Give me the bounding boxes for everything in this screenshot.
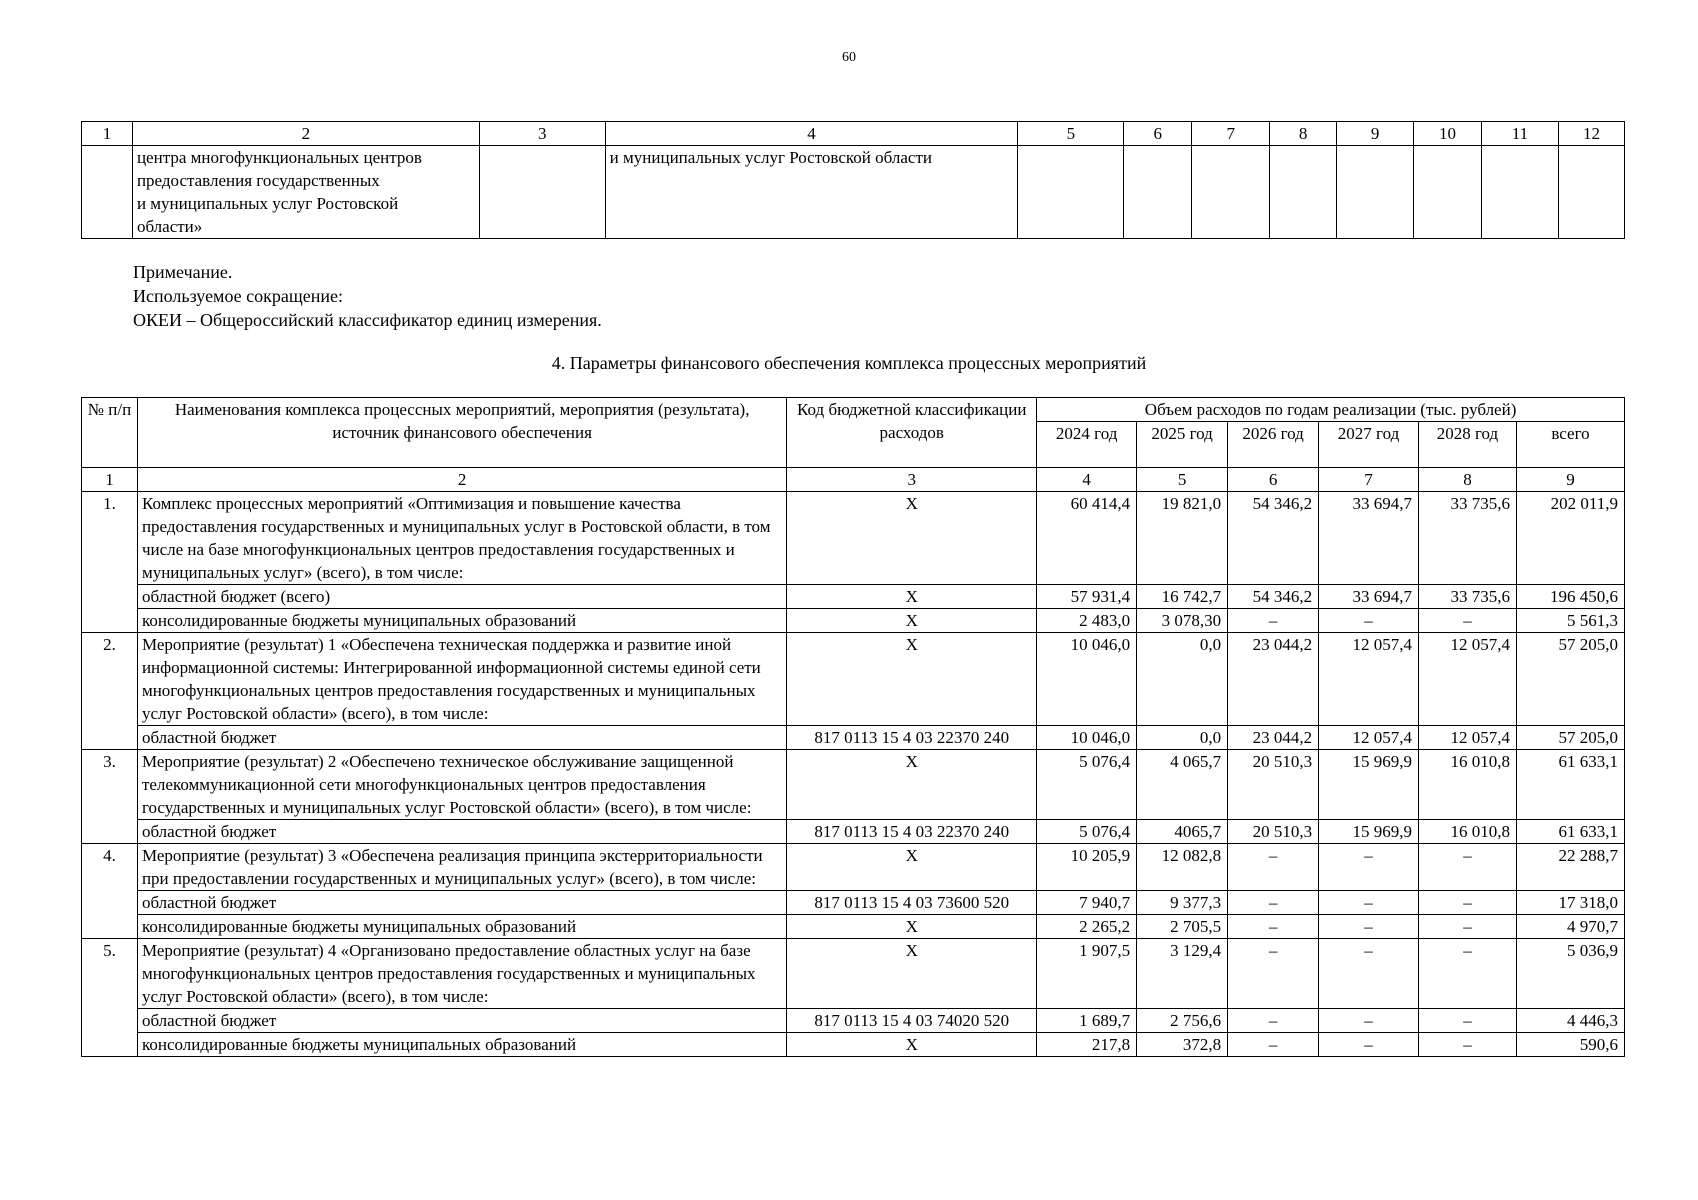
header-cell: 2 xyxy=(132,122,479,146)
row-value: – xyxy=(1319,1033,1419,1057)
cell-line: и муниципальных услуг Ростовской xyxy=(136,194,399,213)
row-value: 54 346,2 xyxy=(1228,585,1319,609)
header-volume: Объем расходов по годам реализации (тыс. рублей) xyxy=(1037,398,1625,422)
header-cell: 12 xyxy=(1558,122,1624,146)
table-row xyxy=(82,146,1625,239)
row-code: Х xyxy=(787,915,1037,939)
row-total: 4 446,3 xyxy=(1516,1009,1624,1033)
cell-line: центра многофункциональных центров xyxy=(136,148,422,167)
row-value: 20 510,3 xyxy=(1228,820,1319,844)
header-cell: 9 xyxy=(1337,122,1414,146)
table-row xyxy=(82,585,1625,609)
row-code: 817 0113 15 4 03 22370 240 xyxy=(787,726,1037,750)
row-value: – xyxy=(1319,844,1419,891)
row-name: Мероприятие (результат) 3 «Обеспечена реализация принципа экстерриториальности при предоставлении государственных и муниципальных услуг» (всего), в том числе: xyxy=(137,844,786,891)
row-value: 4065,7 xyxy=(1137,820,1228,844)
page-number: 60 xyxy=(842,50,856,65)
row-code: 817 0113 15 4 03 74020 520 xyxy=(787,1009,1037,1033)
header-year: 2028 год xyxy=(1419,422,1517,468)
row-name: областной бюджет (всего) xyxy=(137,585,786,609)
row-value: – xyxy=(1228,609,1319,633)
row-total: 202 011,9 xyxy=(1516,492,1624,585)
row-value: – xyxy=(1228,1009,1319,1033)
row-value: 2 265,2 xyxy=(1037,915,1137,939)
row-value: 23 044,2 xyxy=(1228,633,1319,726)
row-name: Мероприятие (результат) 2 «Обеспечено техническое обслуживание защищенной телекоммуникационной сети многофункциональных центров предоставления государственных и муниципальных услуг Ростовской области» (всего), в том числе: xyxy=(137,750,786,820)
index-cell: 9 xyxy=(1516,468,1624,492)
header-cell: 7 xyxy=(1192,122,1270,146)
row-value: 7 940,7 xyxy=(1037,891,1137,915)
header-cell: 6 xyxy=(1124,122,1192,146)
table-row xyxy=(82,1009,1625,1033)
index-cell: 2 xyxy=(137,468,786,492)
table-row xyxy=(82,915,1625,939)
financing-table-body xyxy=(82,492,1625,1057)
header-year: 2025 год xyxy=(1137,422,1228,468)
row-number: 2. xyxy=(82,633,138,750)
row-value: – xyxy=(1419,1009,1517,1033)
header-cell: 11 xyxy=(1482,122,1559,146)
row-total: 590,6 xyxy=(1516,1033,1624,1057)
row-name: Комплекс процессных мероприятий «Оптимизация и повышение качества предоставления государственных и муниципальных услуг в Ростовской области, в том числе на базе многофункциональных центров предоставления государственных и муниципальных услуг» (всего), в том числе: xyxy=(137,492,786,585)
header-year: 2027 год xyxy=(1319,422,1419,468)
cell-line: предоставления государственных xyxy=(136,171,380,190)
continuation-table xyxy=(81,121,1625,239)
row-value: – xyxy=(1228,891,1319,915)
table-row xyxy=(82,750,1625,820)
row-value: 2 705,5 xyxy=(1137,915,1228,939)
row-number: 1. xyxy=(82,492,138,633)
row-code: Х xyxy=(787,750,1037,820)
row-value: 0,0 xyxy=(1137,726,1228,750)
financing-table xyxy=(81,397,1625,1057)
row-value: – xyxy=(1319,609,1419,633)
row-value: 3 078,30 xyxy=(1137,609,1228,633)
cell-line: области» xyxy=(136,217,203,236)
row-value: 33 735,6 xyxy=(1419,585,1517,609)
row-value: – xyxy=(1419,939,1517,1009)
row-value: – xyxy=(1228,844,1319,891)
row-value: 23 044,2 xyxy=(1228,726,1319,750)
table-header-row xyxy=(82,122,1625,146)
row-code: Х xyxy=(787,1033,1037,1057)
row-name: консолидированные бюджеты муниципальных образований xyxy=(137,1033,786,1057)
row-total: 196 450,6 xyxy=(1516,585,1624,609)
index-cell: 1 xyxy=(82,468,138,492)
row-value: – xyxy=(1419,1033,1517,1057)
row-value: 33 694,7 xyxy=(1319,492,1419,585)
header-total: всего xyxy=(1516,422,1624,468)
header-cell: 3 xyxy=(479,122,605,146)
row-value: 3 129,4 xyxy=(1137,939,1228,1009)
row-value: 372,8 xyxy=(1137,1033,1228,1057)
row-total: 57 205,0 xyxy=(1516,633,1624,726)
index-cell: 5 xyxy=(1137,468,1228,492)
row-value: 12 082,8 xyxy=(1137,844,1228,891)
table-row xyxy=(82,939,1625,1009)
row-value: – xyxy=(1228,939,1319,1009)
row-total: 61 633,1 xyxy=(1516,820,1624,844)
note-line: ОКЕИ – Общероссийский классификатор единиц измерения. xyxy=(133,310,602,330)
row-code: Х xyxy=(787,633,1037,726)
row-number: 3. xyxy=(82,750,138,844)
row-code: Х xyxy=(787,585,1037,609)
row-value: 15 969,9 xyxy=(1319,750,1419,820)
row-value: 1 907,5 xyxy=(1037,939,1137,1009)
row-code: 817 0113 15 4 03 22370 240 xyxy=(787,820,1037,844)
header-cell: 5 xyxy=(1018,122,1124,146)
index-cell: 4 xyxy=(1037,468,1137,492)
row-value: 57 931,4 xyxy=(1037,585,1137,609)
row-code: Х xyxy=(787,492,1037,585)
table-header-row xyxy=(82,398,1625,422)
row-value: 12 057,4 xyxy=(1419,726,1517,750)
header-cell: 4 xyxy=(605,122,1018,146)
row-code: Х xyxy=(787,939,1037,1009)
row-name: областной бюджет xyxy=(137,820,786,844)
table-row xyxy=(82,844,1625,891)
row-number: 4. xyxy=(82,844,138,939)
row-total: 61 633,1 xyxy=(1516,750,1624,820)
row-value: 33 735,6 xyxy=(1419,492,1517,585)
row-value: 10 046,0 xyxy=(1037,633,1137,726)
row-value: 12 057,4 xyxy=(1319,633,1419,726)
row-value: 10 205,9 xyxy=(1037,844,1137,891)
note-block xyxy=(133,260,602,332)
table-row xyxy=(82,492,1625,585)
header-name: Наименования комплекса процессных мероприятий, мероприятия (результата), источник финансового обеспечения xyxy=(137,398,786,468)
row-value: 5 076,4 xyxy=(1037,750,1137,820)
header-num: № п/п xyxy=(82,398,138,468)
row-value: 16 010,8 xyxy=(1419,750,1517,820)
row-name: консолидированные бюджеты муниципальных образований xyxy=(137,915,786,939)
row-total: 5 036,9 xyxy=(1516,939,1624,1009)
table-row xyxy=(82,820,1625,844)
row-value: – xyxy=(1419,609,1517,633)
row-total: 57 205,0 xyxy=(1516,726,1624,750)
row-value: 5 076,4 xyxy=(1037,820,1137,844)
row-code: Х xyxy=(787,609,1037,633)
row-value: 217,8 xyxy=(1037,1033,1137,1057)
row-value: 60 414,4 xyxy=(1037,492,1137,585)
table-cell xyxy=(132,146,479,239)
section-title: 4. Параметры финансового обеспечения комплекса процессных мероприятий xyxy=(551,353,1147,373)
header-year: 2024 год xyxy=(1037,422,1137,468)
index-cell: 8 xyxy=(1419,468,1517,492)
row-value: – xyxy=(1419,844,1517,891)
row-value: 0,0 xyxy=(1137,633,1228,726)
table-index-row xyxy=(82,468,1625,492)
header-year: 2026 год xyxy=(1228,422,1319,468)
row-total: 17 318,0 xyxy=(1516,891,1624,915)
note-line: Используемое сокращение: xyxy=(133,286,343,306)
header-cell: 8 xyxy=(1270,122,1337,146)
row-value: 9 377,3 xyxy=(1137,891,1228,915)
row-value: – xyxy=(1319,939,1419,1009)
table-cell: и муниципальных услуг Ростовской области xyxy=(605,146,1018,239)
row-name: областной бюджет xyxy=(137,1009,786,1033)
index-cell: 7 xyxy=(1319,468,1419,492)
row-value: 16 742,7 xyxy=(1137,585,1228,609)
row-value: 12 057,4 xyxy=(1319,726,1419,750)
row-value: – xyxy=(1228,1033,1319,1057)
table-row xyxy=(82,1033,1625,1057)
row-total: 5 561,3 xyxy=(1516,609,1624,633)
row-total: 22 288,7 xyxy=(1516,844,1624,891)
row-value: 12 057,4 xyxy=(1419,633,1517,726)
row-value: – xyxy=(1319,891,1419,915)
row-value: – xyxy=(1319,1009,1419,1033)
row-value: – xyxy=(1228,915,1319,939)
row-number: 5. xyxy=(82,939,138,1057)
row-code: 817 0113 15 4 03 73600 520 xyxy=(787,891,1037,915)
table-row xyxy=(82,891,1625,915)
row-name: областной бюджет xyxy=(137,726,786,750)
table-row xyxy=(82,726,1625,750)
header-cell: 10 xyxy=(1414,122,1482,146)
row-value: 19 821,0 xyxy=(1137,492,1228,585)
row-value: 33 694,7 xyxy=(1319,585,1419,609)
row-value: 2 756,6 xyxy=(1137,1009,1228,1033)
row-value: 1 689,7 xyxy=(1037,1009,1137,1033)
row-value: 16 010,8 xyxy=(1419,820,1517,844)
row-value: 2 483,0 xyxy=(1037,609,1137,633)
row-value: 4 065,7 xyxy=(1137,750,1228,820)
note-title: Примечание. xyxy=(133,262,233,282)
row-total: 4 970,7 xyxy=(1516,915,1624,939)
row-code: Х xyxy=(787,844,1037,891)
row-value: 20 510,3 xyxy=(1228,750,1319,820)
row-value: – xyxy=(1419,915,1517,939)
index-cell: 3 xyxy=(787,468,1037,492)
row-value: 15 969,9 xyxy=(1319,820,1419,844)
row-value: 10 046,0 xyxy=(1037,726,1137,750)
row-value: – xyxy=(1419,891,1517,915)
index-cell: 6 xyxy=(1228,468,1319,492)
row-name: консолидированные бюджеты муниципальных образований xyxy=(137,609,786,633)
row-name: Мероприятие (результат) 4 «Организовано предоставление областных услуг на базе многофункциональных центров предоставления государственных и муниципальных услуг Ростовской области» (всего), в том числе: xyxy=(137,939,786,1009)
row-name: областной бюджет xyxy=(137,891,786,915)
header-code: Код бюджетной классификации расходов xyxy=(787,398,1037,468)
row-name: Мероприятие (результат) 1 «Обеспечена техническая поддержка и развитие иной информационной системы: Интегрированной информационной системы единой сети многофункциональных центров предоставления государственных и муниципальных услуг Ростовской области» (всего), в том числе: xyxy=(137,633,786,726)
table-row xyxy=(82,633,1625,726)
row-value: 54 346,2 xyxy=(1228,492,1319,585)
table-row xyxy=(82,609,1625,633)
row-value: – xyxy=(1319,915,1419,939)
header-cell: 1 xyxy=(82,122,133,146)
